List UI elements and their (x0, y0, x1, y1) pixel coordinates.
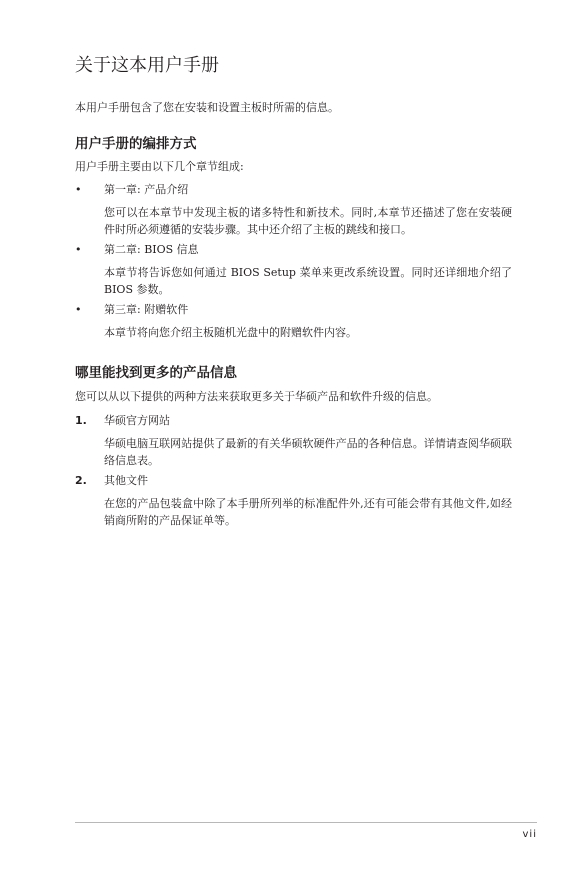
bullet-icon: • (75, 183, 82, 196)
item-number: 2. (75, 474, 87, 487)
chapter-description: 本章节将告诉您如何通过 BIOS Setup 菜单来更改系统设置。同时还详细地介绍了BIOS 参数。 (104, 266, 512, 296)
page-title: 关于这本用户手册 (75, 55, 219, 76)
chapter-title: 第一章: 产品介绍 (104, 183, 189, 196)
section-heading-organization: 用户手册的编排方式 (75, 136, 197, 152)
section-heading-more-info: 哪里能找到更多的产品信息 (75, 365, 237, 381)
bullet-icon: • (75, 303, 82, 316)
chapter-description: 本章节将向您介绍主板随机光盘中的附赠软件内容。 (104, 326, 357, 339)
chapter-title: 第二章: BIOS 信息 (104, 243, 199, 256)
info-source-description: 在您的产品包装盒中除了本手册所列举的标准配件外,还有可能会带有其他文件,如经销商所附的产品保证单等。 (104, 497, 512, 527)
info-source-title: 其他文件 (104, 474, 148, 487)
page-number: vii (522, 829, 537, 840)
footer-divider (75, 822, 537, 823)
section-organization-lead: 用户手册主要由以下几个章节组成: (75, 160, 244, 173)
info-source-description: 华硕电脑互联网站提供了最新的有关华硕软硬件产品的各种信息。详情请查阅华硕联络信息表。 (104, 437, 512, 467)
chapter-description: 您可以在本章节中发现主板的诸多特性和新技术。同时,本章节还描述了您在安装硬件时所必须遵循的安装步骤。其中还介绍了主板的跳线和接口。 (104, 206, 512, 236)
section-more-info-lead: 您可以从以下提供的两种方法来获取更多关于华硕产品和软件升级的信息。 (75, 390, 438, 403)
chapter-title: 第三章: 附赠软件 (104, 303, 189, 316)
bullet-icon: • (75, 243, 82, 256)
info-source-title: 华硕官方网站 (104, 414, 170, 427)
intro-paragraph: 本用户手册包含了您在安装和设置主板时所需的信息。 (75, 101, 339, 114)
item-number: 1. (75, 414, 87, 427)
